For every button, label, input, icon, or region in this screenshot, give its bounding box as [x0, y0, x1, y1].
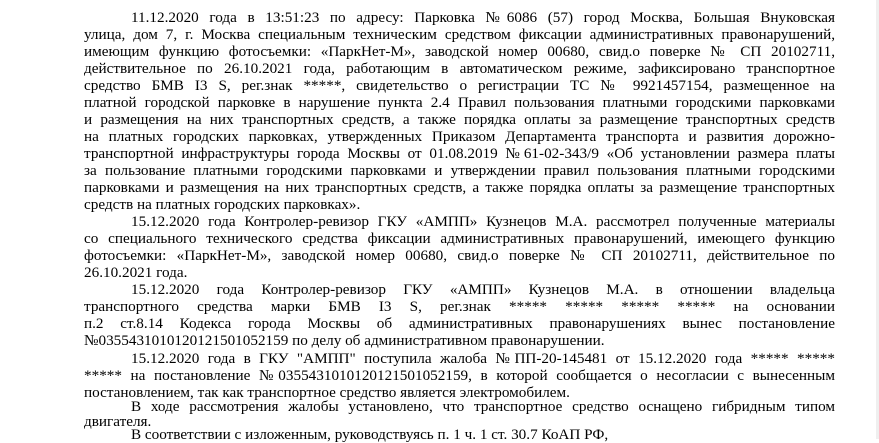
text-line: парковками и размещения на них транспортных средств, а также порядка оплаты за размещение транспортных — [84, 179, 835, 196]
text-line: средство БМВ I3 S, рег.знак *****, свидетельство о регистрации ТС № 9921457154, размещенное на — [84, 77, 835, 94]
text-line: №0355431010120121501052159 по делу об административном правонарушении. — [84, 332, 605, 349]
text-line: на платных городских парковках, утвержденных Приказом Департамента транспорта и развития дорожно- — [84, 128, 835, 145]
text-line: улица, дом 7, г. Москва специальным техническим средством фиксации административных правонарушений, — [84, 26, 835, 43]
text-line: имеющим функцию фотосъемки: «ПаркНет-М», заводской номер 00680, свид.о поверке № СП 20102711, — [84, 43, 835, 60]
text-line: за пользование платными городскими парковками и утверждении правил пользования платными городскими — [84, 162, 835, 179]
text-line: и размещения на них транспортных средств, а также порядка оплаты за размещение транспортных средств — [84, 111, 835, 128]
text-line: 15.12.2020 года Контролер-ревизор ГКУ «АМПП» Кузнецов М.А. рассмотрел полученные материалы — [131, 213, 835, 230]
text-line: средств на платных городских парковках». — [84, 196, 361, 213]
text-line: ***** на постановление №0355431010120121501052159, в которой сообщается о несогласии с вынесенным — [84, 367, 835, 384]
text-line: транспортной инфраструктуры города Москвы от 01.08.2019 №61-02-343/9 «Об установлении размера платы — [84, 145, 835, 162]
text-line: В соответствии с изложенным, руководствуясь п. 1 ч. 1 ст. 30.7 КоАП РФ, — [131, 426, 609, 443]
text-line: со специального технического средства фиксации административных правонарушений, имеющего функцию — [84, 230, 835, 247]
text-line: 11.12.2020 года в 13:51:23 по адресу: Парковка №6086 (57) город Москва, Большая Внуковская — [131, 9, 835, 26]
text-line: В ходе рассмотрения жалобы установлено, что транспортное средство оснащено гибридным типом — [131, 398, 835, 415]
text-line: постановлением, так как транспортное средство является электромобилем. — [84, 384, 570, 401]
text-line: 26.10.2021 года. — [84, 264, 188, 281]
text-line: п.2 ст.8.14 Кодекса города Москвы об административных правонарушениях вынес постановление — [84, 315, 835, 332]
text-line: 15.12.2020 года в ГКУ "АМПП" поступила жалоба №ПП-20-145481 от 15.12.2020 года ***** ***** — [131, 350, 835, 367]
text-line: двигателя. — [84, 413, 152, 430]
text-line: действительное по 26.10.2021 года, работающим в автоматическом режиме, зафиксировано транспортное — [84, 60, 835, 77]
text-line: транспортного средства марки БМВ I3 S, рег.знак ***** ***** ***** ***** на основании — [84, 298, 835, 315]
text-line: 15.12.2020 года Контролер-ревизор ГКУ «АМПП» Кузнецов М.А. в отношении владельца — [131, 281, 835, 298]
text-line: фотосъемки: «ПаркНет-М», заводской номер 00680, свид.о поверке № СП 20102711, действительное по — [84, 247, 835, 264]
text-line: платной городской парковке в нарушение пункта 2.4 Правил пользования платными городскими парковками — [84, 94, 835, 111]
